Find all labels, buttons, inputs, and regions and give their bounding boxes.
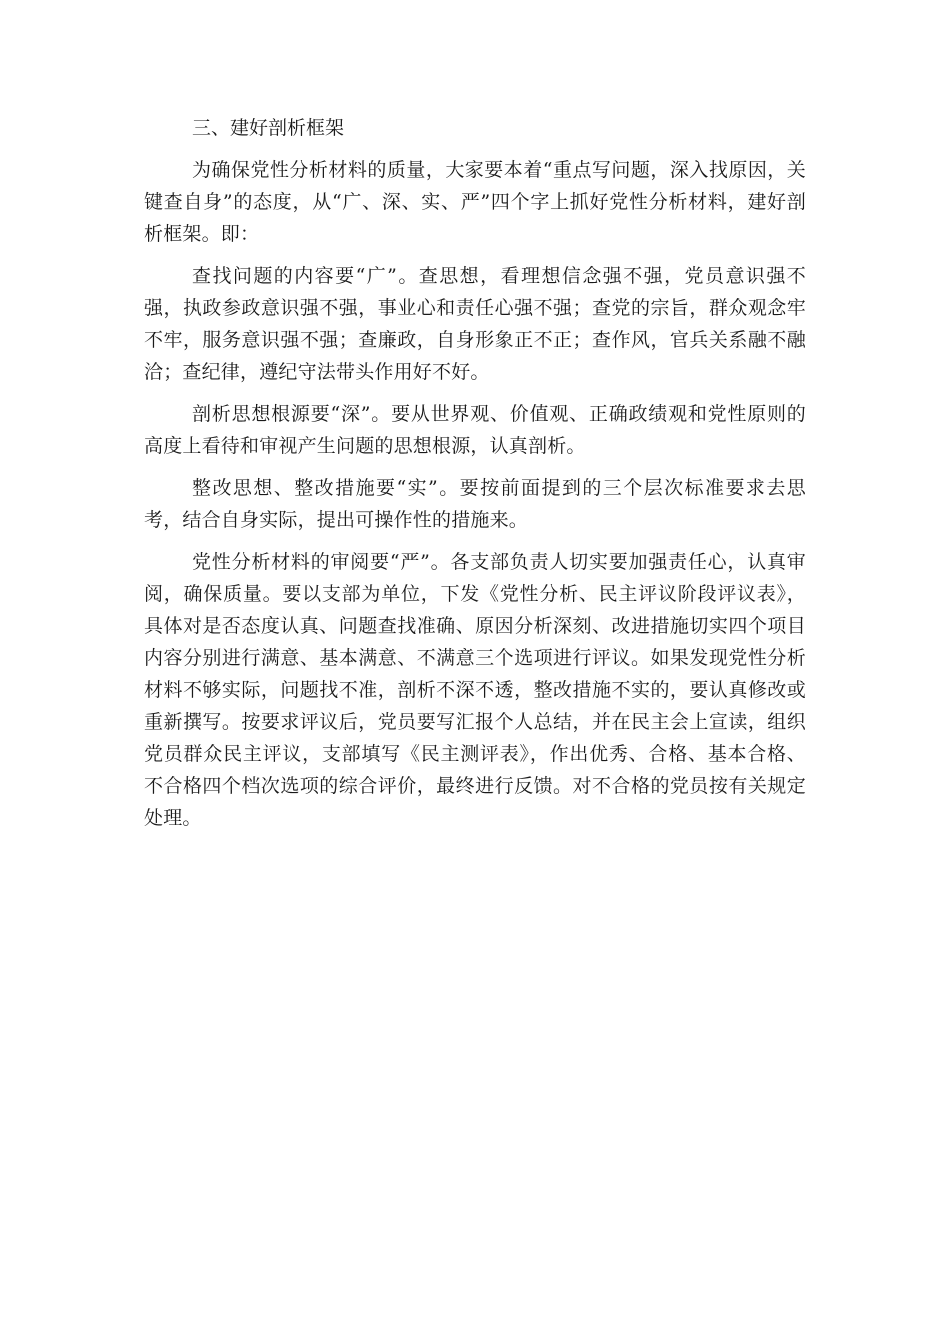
paragraph-practical: 整改思想、整改措施要“实”。要按前面提到的三个层次标准要求去思考，结合自身实际，提出可操作性的措施来。	[144, 477, 806, 531]
paragraph-deep: 剖析思想根源要“深”。要从世界观、价值观、正确政绩观和党性原则的高度上看待和审视产生问题的思想根源，认真剖析。	[144, 403, 806, 457]
section-heading: 三、建好剖析框架	[192, 117, 345, 139]
paragraph-strict: 党性分析材料的审阅要“严”。各支部负责人切实要加强责任心，认真审阅，确保质量。要以支部为单位，下发《党性分析、民主评议阶段评议表》，具体对是否态度认真、问题查找准确、原因分析深刻、改进措施切实四个项目内容分别进行满意、基本满意、不满意三个选项进行评议。如果发现党性分析材料不够实际，问题找不准，剖析不深不透，整改措施不实的，要认真修改或重新撰写。按要求评议后，党员要写汇报个人总结，并在民主会上宣读，组织党员群众民主评议，支部填写《民主测评表》，作出优秀、合格、基本合格、不合格四个档次选项的综合评价，最终进行反馈。对不合格的党员按有关规定处理。	[144, 551, 806, 829]
document-body	[144, 112, 806, 844]
paragraph-broad: 查找问题的内容要“广”。查思想，看理想信念强不强，党员意识强不强，执政参政意识强不强，事业心和责任心强不强；查党的宗旨，群众观念牢不牢，服务意识强不强；查廉政，自身形象正不正；查作风，官兵关系融不融洽；查纪律，遵纪守法带头作用好不好。	[144, 265, 806, 383]
paragraph-intro: 为确保党性分析材料的质量，大家要本着“重点写问题，深入找原因，关键查自身”的态度，从“广、深、实、严”四个字上抓好党性分析材料，建好剖析框架。即：	[144, 159, 806, 245]
